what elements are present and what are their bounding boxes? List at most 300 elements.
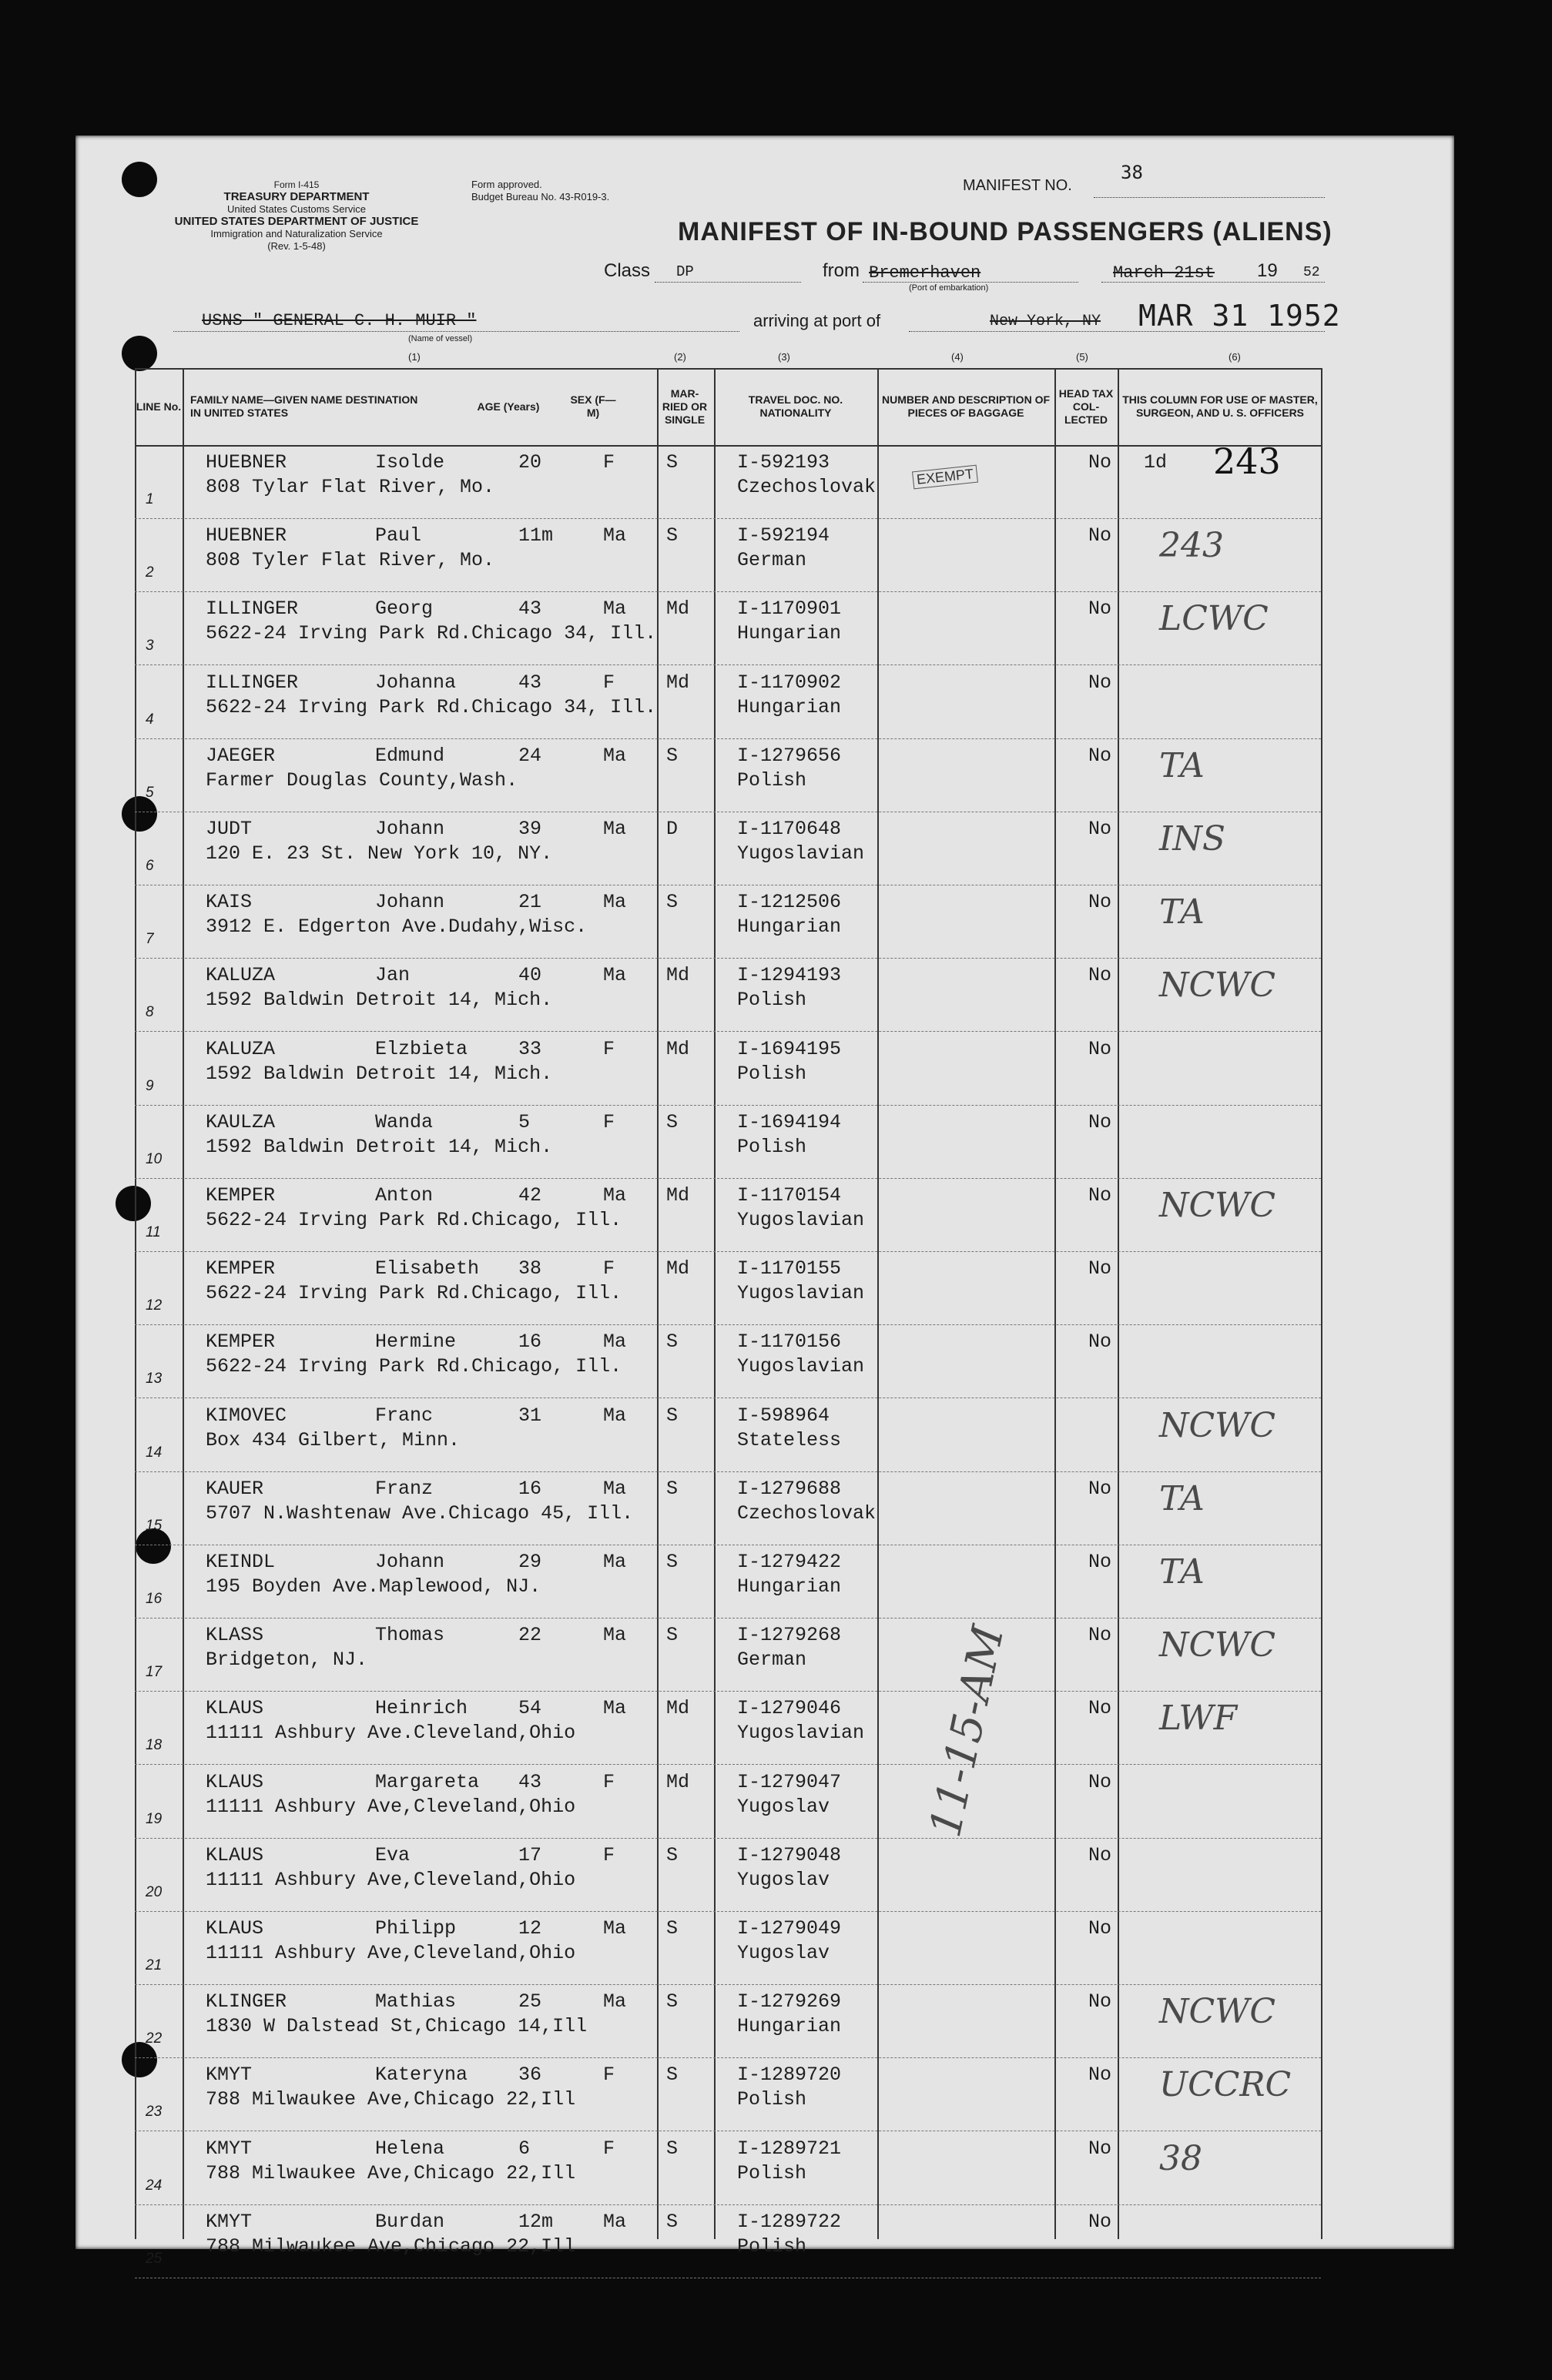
sex: Ma bbox=[603, 818, 627, 840]
table-row bbox=[135, 1251, 1321, 1325]
margin-scrawl: 11-15-AM bbox=[920, 1621, 1014, 1842]
family-name: KLAUS bbox=[206, 1917, 264, 1940]
family-name: KMYT bbox=[206, 2210, 253, 2233]
col-header-sex: SEX (F—M) bbox=[570, 393, 616, 419]
col-num-2: (2) bbox=[674, 351, 686, 363]
age: 54 bbox=[518, 1697, 542, 1720]
age: 12m bbox=[518, 2210, 554, 2233]
table-row bbox=[135, 958, 1321, 1032]
travel-doc-no: I-592193 bbox=[737, 451, 830, 474]
line-number: 2 bbox=[146, 564, 154, 581]
col-header-age: AGE (Years) bbox=[477, 400, 540, 413]
destination: 808 Tylar Flat River, Mo. bbox=[206, 476, 495, 498]
manifest-no-rule bbox=[1094, 197, 1325, 198]
given-name: Kateryna bbox=[375, 2064, 468, 2087]
family-name: ILLINGER bbox=[206, 671, 299, 694]
head-tax: No bbox=[1088, 1551, 1112, 1573]
line-number: 15 bbox=[146, 1517, 163, 1534]
family-name: KEMPER bbox=[206, 1184, 276, 1207]
head-tax: No bbox=[1088, 2210, 1112, 2233]
nationality: Polish bbox=[737, 1062, 807, 1085]
line-number: 23 bbox=[146, 2104, 163, 2121]
given-name: Anton bbox=[375, 1184, 434, 1207]
age: 43 bbox=[518, 671, 542, 694]
travel-doc-no: I-1279049 bbox=[737, 1917, 842, 1940]
line-number: 13 bbox=[146, 1371, 163, 1387]
family-name: KALUZA bbox=[206, 964, 276, 987]
given-name: Eva bbox=[375, 1843, 411, 1866]
line-number: 20 bbox=[146, 1883, 163, 1900]
table-row bbox=[135, 1984, 1321, 2058]
married: S bbox=[666, 524, 679, 547]
travel-doc-no: I-1279046 bbox=[737, 1697, 842, 1720]
from-rule bbox=[863, 282, 1078, 283]
given-name: Isolde bbox=[375, 451, 445, 474]
manifest-no-value: 38 bbox=[1121, 162, 1143, 183]
form-number: Form I-415 bbox=[273, 179, 320, 190]
destination: Farmer Douglas County,Wash. bbox=[206, 768, 518, 792]
married: S bbox=[666, 1477, 679, 1500]
destination: 5622-24 Irving Park Rd.Chicago, Ill. bbox=[206, 1209, 622, 1231]
destination: 788 Milwaukee Ave,Chicago 22,Ill bbox=[206, 2088, 576, 2111]
head-tax: No bbox=[1088, 1624, 1112, 1647]
age: 42 bbox=[518, 1184, 542, 1207]
line-number: 5 bbox=[146, 784, 154, 801]
family-name: KMYT bbox=[206, 2064, 253, 2087]
col-rule-8 bbox=[1321, 368, 1322, 2239]
given-name: Johann bbox=[375, 891, 445, 914]
travel-doc-no: I-1279268 bbox=[737, 1624, 842, 1647]
sex: Ma bbox=[603, 1551, 627, 1573]
destination: Bridgeton, NJ. bbox=[206, 1649, 368, 1672]
married: S bbox=[666, 1917, 679, 1940]
given-name: Elzbieta bbox=[375, 1037, 468, 1060]
sex: F bbox=[603, 1843, 615, 1866]
age: 25 bbox=[518, 1990, 542, 2013]
married: S bbox=[666, 1110, 679, 1133]
nationality: Polish bbox=[737, 989, 807, 1012]
married: Md bbox=[666, 598, 690, 621]
date-rule bbox=[1101, 282, 1325, 283]
head-tax: No bbox=[1088, 1037, 1112, 1060]
destination: 5622-24 Irving Park Rd.Chicago 34, Ill. bbox=[206, 622, 657, 645]
sex: Ma bbox=[603, 2210, 627, 2233]
approval-line-2: Budget Bureau No. 43-R019-3. bbox=[471, 191, 610, 203]
married: S bbox=[666, 1843, 679, 1866]
vessel-name: USNS " GENERAL C. H. MUIR " bbox=[202, 311, 477, 330]
head-tax: No bbox=[1088, 671, 1112, 694]
destination: 5622-24 Irving Park Rd.Chicago, Ill. bbox=[206, 1282, 622, 1305]
nationality: Polish bbox=[737, 2234, 807, 2258]
married: S bbox=[666, 1551, 679, 1573]
married: D bbox=[666, 818, 679, 840]
family-name: KEINDL bbox=[206, 1551, 276, 1573]
table-row bbox=[135, 1105, 1321, 1179]
table-row bbox=[135, 1911, 1321, 1985]
given-name: Burdan bbox=[375, 2210, 445, 2233]
family-name: KMYT bbox=[206, 2137, 253, 2160]
col-num-3: (3) bbox=[778, 351, 790, 363]
officer-mark: TA bbox=[1159, 745, 1205, 785]
given-name: Heinrich bbox=[375, 1697, 468, 1720]
family-name: KAUER bbox=[206, 1477, 264, 1500]
travel-doc-no: I-592194 bbox=[737, 524, 830, 547]
table-row bbox=[135, 1398, 1321, 1472]
sex: Ma bbox=[603, 1477, 627, 1500]
age: 36 bbox=[518, 2064, 542, 2087]
destination: 195 Boyden Ave.Maplewood, NJ. bbox=[206, 1575, 541, 1598]
nationality: Polish bbox=[737, 1135, 807, 1158]
nationality: Hungarian bbox=[737, 916, 842, 939]
destination: 11111 Ashbury Ave,Cleveland,Ohio bbox=[206, 1942, 576, 1964]
vessel-name-label: (Name of vessel) bbox=[408, 334, 473, 343]
line-number: 7 bbox=[146, 931, 154, 948]
given-name: Johann bbox=[375, 1551, 445, 1573]
officer-mark: NCWC bbox=[1159, 1625, 1276, 1665]
nationality: Yugoslav bbox=[737, 1942, 830, 1964]
head-tax: No bbox=[1088, 891, 1112, 914]
head-tax: No bbox=[1088, 1843, 1112, 1866]
married: Md bbox=[666, 964, 690, 987]
table-row bbox=[135, 1765, 1321, 1839]
table-row bbox=[135, 440, 1321, 519]
given-name: Edmund bbox=[375, 744, 445, 767]
travel-doc-no: I-1170901 bbox=[737, 598, 842, 621]
sex: Ma bbox=[603, 964, 627, 987]
table-row bbox=[135, 591, 1321, 665]
destination: 3912 E. Edgerton Ave.Dudahy,Wisc. bbox=[206, 916, 588, 939]
married: S bbox=[666, 1404, 679, 1427]
table-row bbox=[135, 1178, 1321, 1252]
given-name: Helena bbox=[375, 2137, 445, 2160]
table-row bbox=[135, 2131, 1321, 2205]
age: 31 bbox=[518, 1404, 542, 1427]
officer-mark: NCWC bbox=[1159, 1992, 1276, 2032]
destination: 120 E. 23 St. New York 10, NY. bbox=[206, 842, 553, 865]
line-number: 8 bbox=[146, 1004, 154, 1021]
line-number: 14 bbox=[146, 1444, 163, 1461]
nationality: Yugoslavian bbox=[737, 842, 865, 865]
nationality: Czechoslovak bbox=[737, 1501, 877, 1525]
sex: F bbox=[603, 671, 615, 694]
col-num-5: (5) bbox=[1076, 351, 1088, 363]
sex: F bbox=[603, 2064, 615, 2087]
port-embarkation-label: (Port of embarkation) bbox=[909, 283, 989, 293]
given-name: Thomas bbox=[375, 1624, 445, 1647]
table-row bbox=[135, 1471, 1321, 1545]
destination: 5707 N.Washtenaw Ave.Chicago 45, Ill. bbox=[206, 1501, 634, 1525]
family-name: KAULZA bbox=[206, 1110, 276, 1133]
nationality: Yugoslav bbox=[737, 1868, 830, 1891]
officer-mark: 243 bbox=[1159, 526, 1224, 566]
from-value: Bremerhaven bbox=[869, 263, 981, 283]
age: 38 bbox=[518, 1257, 542, 1280]
age: 40 bbox=[518, 964, 542, 987]
date-value: March 21st bbox=[1113, 263, 1215, 283]
officer-mark: LCWC bbox=[1159, 599, 1269, 639]
nationality: German bbox=[737, 549, 807, 572]
travel-doc-no: I-598964 bbox=[737, 1404, 830, 1427]
destination: 1592 Baldwin Detroit 14, Mich. bbox=[206, 1135, 553, 1158]
destination: 788 Milwaukee Ave,Chicago 22,Ill bbox=[206, 2234, 576, 2258]
given-name: Wanda bbox=[375, 1110, 434, 1133]
line-number: 22 bbox=[146, 2030, 163, 2047]
col-header-officers: THIS COLUMN FOR USE OF MASTER, SURGEON, AND U. S. OFFICERS bbox=[1122, 393, 1318, 419]
col-header-line-no: LINE No. bbox=[136, 400, 182, 413]
line-number: 24 bbox=[146, 2177, 163, 2194]
col-header-head-tax: HEAD TAX COL- LECTED bbox=[1058, 387, 1114, 426]
travel-doc-no: I-1279688 bbox=[737, 1477, 842, 1500]
table-row bbox=[135, 665, 1321, 739]
age: 33 bbox=[518, 1037, 542, 1060]
head-tax: No bbox=[1088, 1917, 1112, 1940]
sex: Ma bbox=[603, 1331, 627, 1354]
col-num-6: (6) bbox=[1229, 351, 1241, 363]
age: 16 bbox=[518, 1331, 542, 1354]
line-number: 12 bbox=[146, 1297, 163, 1314]
nationality: Stateless bbox=[737, 1428, 842, 1451]
punch-hole-2 bbox=[122, 336, 157, 371]
head-tax: No bbox=[1088, 2137, 1112, 2160]
married: S bbox=[666, 891, 679, 914]
nationality: Yugoslavian bbox=[737, 1209, 865, 1231]
given-name: Johann bbox=[375, 818, 445, 840]
given-name: Margareta bbox=[375, 1770, 480, 1793]
head-tax: No bbox=[1088, 1477, 1112, 1500]
officer-mark: TA bbox=[1159, 1478, 1205, 1518]
table-row bbox=[135, 1618, 1321, 1692]
table-row bbox=[135, 885, 1321, 959]
table-row bbox=[135, 1032, 1321, 1106]
given-name: Georg bbox=[375, 598, 434, 621]
head-tax: No bbox=[1088, 1697, 1112, 1720]
head-tax: No bbox=[1088, 744, 1112, 767]
table-row bbox=[135, 1691, 1321, 1765]
head-tax: No bbox=[1088, 1990, 1112, 2013]
family-name: KIMOVEC bbox=[206, 1404, 287, 1427]
sex: F bbox=[603, 1110, 615, 1133]
head-tax: No bbox=[1088, 1184, 1112, 1207]
line-number: 1 bbox=[146, 491, 154, 507]
sex: F bbox=[603, 1037, 615, 1060]
destination: 11111 Ashbury Ave,Cleveland,Ohio bbox=[206, 1868, 576, 1891]
married: S bbox=[666, 1331, 679, 1354]
from-label: from bbox=[823, 260, 860, 281]
age: 16 bbox=[518, 1477, 542, 1500]
line-number: 4 bbox=[146, 711, 154, 728]
destination: 788 Milwaukee Ave,Chicago 22,Ill bbox=[206, 2161, 576, 2184]
nationality: German bbox=[737, 1649, 807, 1672]
family-name: ILLINGER bbox=[206, 598, 299, 621]
travel-doc-no: I-1289722 bbox=[737, 2210, 842, 2233]
head-tax: No bbox=[1088, 524, 1112, 547]
age: 22 bbox=[518, 1624, 542, 1647]
sex: Ma bbox=[603, 744, 627, 767]
line-number: 18 bbox=[146, 1737, 163, 1754]
family-name: KLAUS bbox=[206, 1697, 264, 1720]
given-name: Johanna bbox=[375, 671, 457, 694]
class-rule bbox=[655, 282, 801, 283]
approval-block bbox=[471, 179, 609, 203]
family-name: KALUZA bbox=[206, 1037, 276, 1060]
customs-service: United States Customs Service bbox=[227, 203, 366, 215]
justice-dept: UNITED STATES DEPARTMENT OF JUSTICE bbox=[174, 215, 419, 228]
page-title: MANIFEST OF IN-BOUND PASSENGERS (ALIENS) bbox=[678, 217, 1332, 246]
col-header-married: MAR- RIED OR SINGLE bbox=[662, 387, 708, 426]
line-number: 10 bbox=[146, 1150, 163, 1167]
head-tax: No bbox=[1088, 1331, 1112, 1354]
nationality: Hungarian bbox=[737, 622, 842, 645]
line-number: 11 bbox=[146, 1224, 161, 1240]
travel-doc-no: I-1170156 bbox=[737, 1331, 842, 1354]
age: 21 bbox=[518, 891, 542, 914]
age: 20 bbox=[518, 451, 542, 474]
sex: F bbox=[603, 1770, 615, 1793]
ins-service: Immigration and Naturalization Service bbox=[210, 228, 383, 239]
sex: Ma bbox=[603, 1184, 627, 1207]
travel-doc-no: I-1170154 bbox=[737, 1184, 842, 1207]
nationality: Yugoslav bbox=[737, 1795, 830, 1818]
given-name: Jan bbox=[375, 964, 411, 987]
passenger-table bbox=[135, 351, 1321, 2267]
family-name: KLAUS bbox=[206, 1770, 264, 1793]
family-name: JAEGER bbox=[206, 744, 276, 767]
age: 43 bbox=[518, 598, 542, 621]
exempt-stamp: EXEMPT bbox=[912, 465, 978, 490]
head-tax: No bbox=[1088, 1257, 1112, 1280]
travel-doc-no: I-1170648 bbox=[737, 818, 842, 840]
given-name: Philipp bbox=[375, 1917, 457, 1940]
vessel-rule bbox=[173, 331, 739, 332]
sex: Ma bbox=[603, 1697, 627, 1720]
married: S bbox=[666, 1624, 679, 1647]
officer-mark: NCWC bbox=[1159, 966, 1276, 1006]
married: Md bbox=[666, 1184, 690, 1207]
given-name: Elisabeth bbox=[375, 1257, 480, 1280]
given-name: Paul bbox=[375, 524, 422, 547]
destination: 5622-24 Irving Park Rd.Chicago, Ill. bbox=[206, 1355, 622, 1378]
head-tax: No bbox=[1088, 1770, 1112, 1793]
arriving-label: arriving at port of bbox=[753, 311, 881, 330]
arrival-date-stamp: MAR 31 1952 bbox=[1138, 299, 1341, 333]
sex: Ma bbox=[603, 1990, 627, 2013]
approval-line-1: Form approved. bbox=[471, 179, 542, 190]
sex: F bbox=[603, 1257, 615, 1280]
travel-doc-no: I-1279048 bbox=[737, 1843, 842, 1866]
nationality: Hungarian bbox=[737, 2015, 842, 2038]
date-year-prefix: 19 bbox=[1257, 260, 1278, 281]
officer-note: 1d bbox=[1144, 451, 1168, 474]
given-name: Mathias bbox=[375, 1990, 457, 2013]
officer-mark: TA bbox=[1159, 892, 1205, 932]
age: 24 bbox=[518, 744, 542, 767]
manifest-no-label: MANIFEST NO. bbox=[963, 177, 1072, 194]
table-row bbox=[135, 1324, 1321, 1398]
arriving-port: New York, NY bbox=[990, 313, 1101, 330]
travel-doc-no: I-1170902 bbox=[737, 671, 842, 694]
married: S bbox=[666, 2210, 679, 2233]
travel-doc-no: I-1170155 bbox=[737, 1257, 842, 1280]
family-name: KEMPER bbox=[206, 1257, 276, 1280]
destination: Box 434 Gilbert, Minn. bbox=[206, 1428, 461, 1451]
age: 5 bbox=[518, 1110, 531, 1133]
family-name: KLINGER bbox=[206, 1990, 287, 2013]
table-row bbox=[135, 2204, 1321, 2278]
treasury-dept: TREASURY DEPARTMENT bbox=[223, 190, 370, 203]
table-row bbox=[135, 1545, 1321, 1618]
married: S bbox=[666, 451, 679, 474]
head-tax: No bbox=[1088, 818, 1112, 840]
table-row bbox=[135, 518, 1321, 592]
travel-doc-no: I-1694194 bbox=[737, 1110, 842, 1133]
married: S bbox=[666, 2137, 679, 2160]
table-row bbox=[135, 1838, 1321, 1912]
nationality: Yugoslavian bbox=[737, 1722, 865, 1745]
age: 11m bbox=[518, 524, 554, 547]
married: Md bbox=[666, 1257, 690, 1280]
class-label: Class bbox=[604, 260, 651, 281]
travel-doc-no: I-1212506 bbox=[737, 891, 842, 914]
married: Md bbox=[666, 671, 690, 694]
form-revision: (Rev. 1-5-48) bbox=[267, 240, 326, 252]
travel-doc-no: I-1279422 bbox=[737, 1551, 842, 1573]
given-name: Franc bbox=[375, 1404, 434, 1427]
col-header-travel-doc: TRAVEL DOC. NO. NATIONALITY bbox=[748, 393, 843, 419]
married: Md bbox=[666, 1037, 690, 1060]
age: 12 bbox=[518, 1917, 542, 1940]
line-number: 16 bbox=[146, 1591, 163, 1607]
married: S bbox=[666, 744, 679, 767]
age: 43 bbox=[518, 1770, 542, 1793]
nationality: Polish bbox=[737, 2161, 807, 2184]
nationality: Yugoslavian bbox=[737, 1355, 865, 1378]
family-name: KLAUS bbox=[206, 1843, 264, 1866]
head-tax: No bbox=[1088, 1110, 1112, 1133]
married: Md bbox=[666, 1770, 690, 1793]
head-tax: No bbox=[1088, 2064, 1112, 2087]
officer-mark: INS bbox=[1159, 819, 1226, 859]
col-num-1: (1) bbox=[408, 351, 421, 363]
travel-doc-no: I-1294193 bbox=[737, 964, 842, 987]
line-number: 17 bbox=[146, 1664, 163, 1681]
family-name: JUDT bbox=[206, 818, 253, 840]
col-header-family-name: FAMILY NAME—GIVEN NAME DESTINATION IN UNITED STATES bbox=[190, 393, 418, 419]
nationality: Polish bbox=[737, 768, 807, 792]
destination: 1830 W Dalstead St,Chicago 14,Ill bbox=[206, 2015, 588, 2038]
head-tax: No bbox=[1088, 451, 1112, 474]
line-number: 19 bbox=[146, 1810, 163, 1827]
travel-doc-no: I-1279656 bbox=[737, 744, 842, 767]
family-name: KLASS bbox=[206, 1624, 264, 1647]
officer-mark: TA bbox=[1159, 1552, 1205, 1592]
married: Md bbox=[666, 1697, 690, 1720]
sex: Ma bbox=[603, 1404, 627, 1427]
sex: Ma bbox=[603, 1624, 627, 1647]
travel-doc-no: I-1289721 bbox=[737, 2137, 842, 2160]
age: 39 bbox=[518, 818, 542, 840]
travel-doc-no: I-1279047 bbox=[737, 1770, 842, 1793]
line-number: 9 bbox=[146, 1077, 154, 1094]
travel-doc-no: I-1279269 bbox=[737, 1990, 842, 2013]
sex: Ma bbox=[603, 1917, 627, 1940]
family-name: KAIS bbox=[206, 891, 253, 914]
destination: 5622-24 Irving Park Rd.Chicago 34, Ill. bbox=[206, 695, 657, 718]
officer-mark: NCWC bbox=[1159, 1405, 1276, 1445]
officer-mark: LWF bbox=[1159, 1699, 1238, 1739]
line-number: 3 bbox=[146, 638, 154, 654]
class-value: DP bbox=[676, 263, 694, 280]
married: S bbox=[666, 1990, 679, 2013]
